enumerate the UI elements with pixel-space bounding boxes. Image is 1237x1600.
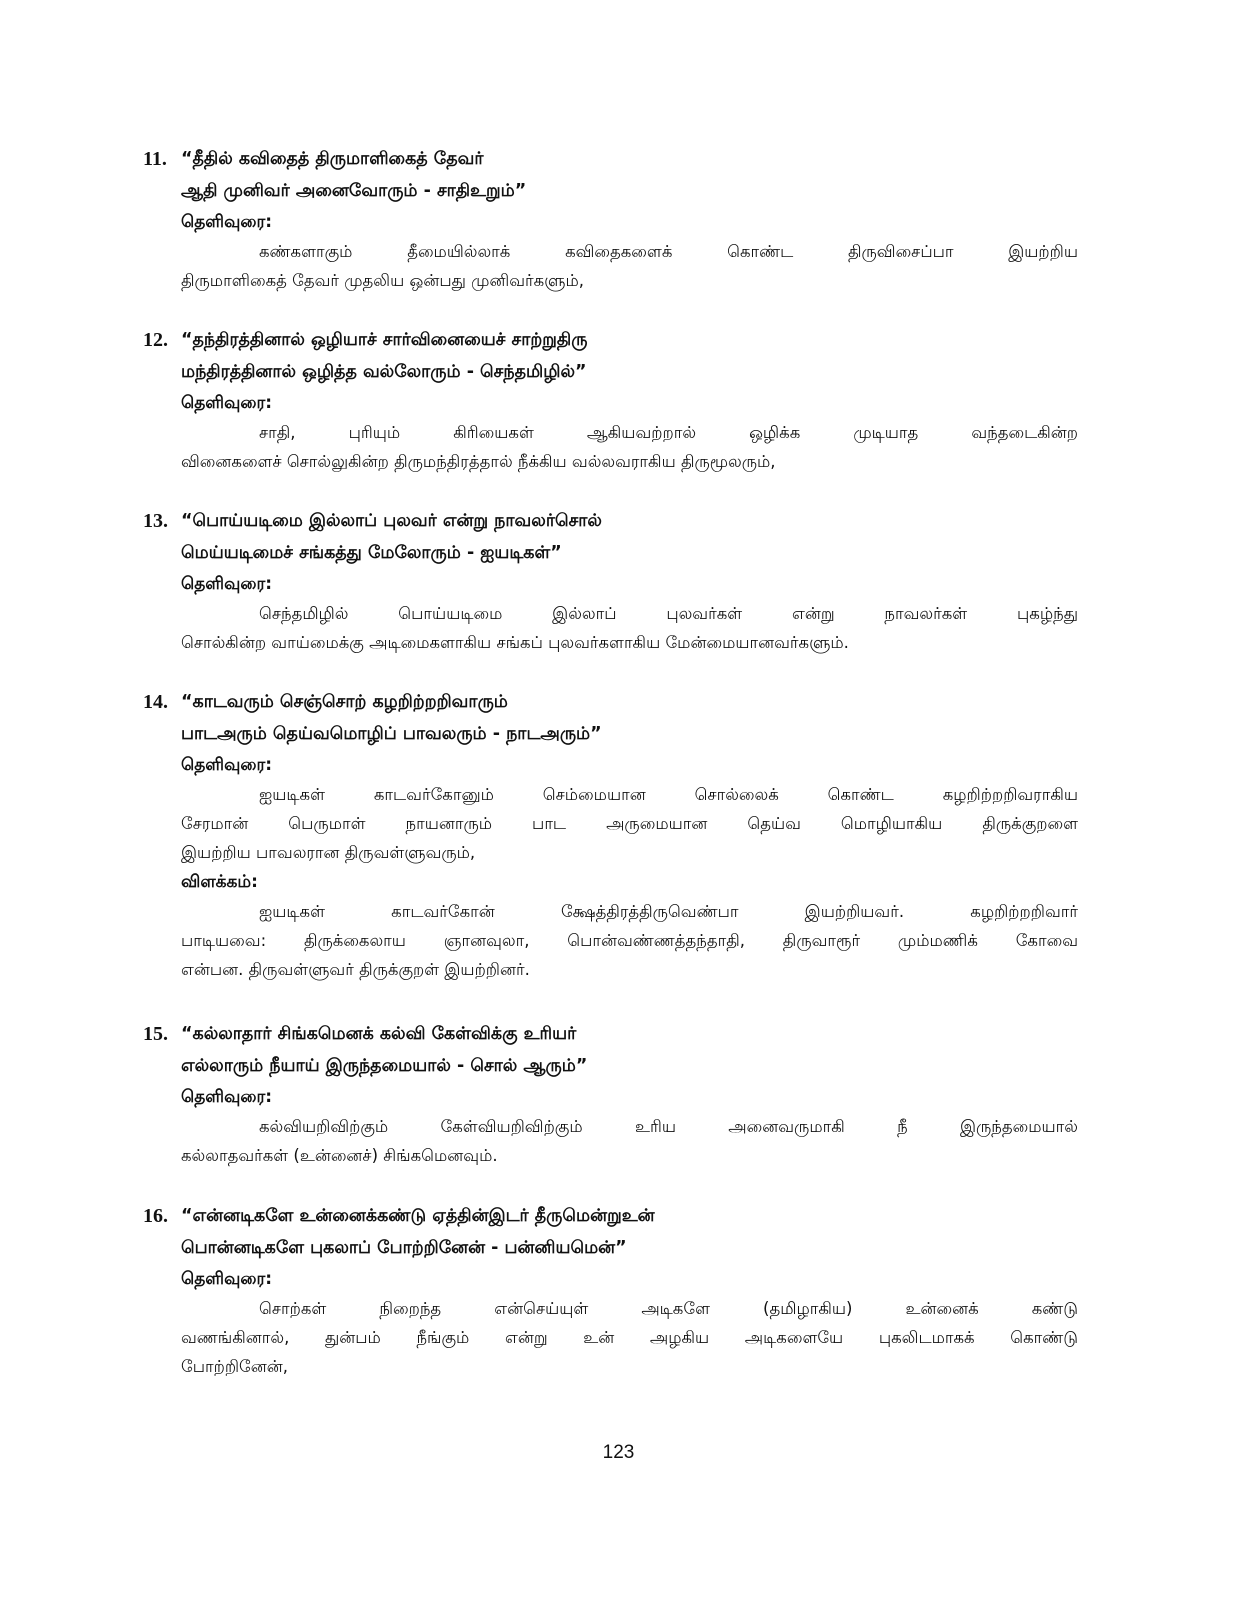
verse-line bbox=[143, 324, 1078, 356]
explanation-paragraph bbox=[181, 1112, 1078, 1170]
verse-text: பொன்னடிகளே புகலாப் போற்றினேன் - பன்னியமென்” bbox=[181, 1238, 627, 1258]
section-heading: தெளிவுரை: bbox=[181, 1087, 273, 1107]
section-heading: தெளிவுரை: bbox=[181, 574, 273, 594]
explanation-paragraph bbox=[181, 780, 1078, 867]
paragraph-line: செந்தமிழில் பொய்யடிமை இல்லாப் புலவர்கள் என்று நாவலர்கள் புகழ்ந்து bbox=[259, 604, 1078, 623]
explanation-paragraph bbox=[181, 599, 1078, 657]
verse-line bbox=[143, 537, 1078, 569]
verse-line bbox=[143, 175, 1078, 207]
verse-line bbox=[143, 1232, 1078, 1264]
paragraph-line: சொற்கள் நிறைந்த என்செய்யுள் அடிகளே (தமிழாகிய) உன்னைக் கண்டு bbox=[259, 1299, 1078, 1318]
verse-text: “காடவரும் செஞ்சொற் கழறிற்றறிவாரும் bbox=[181, 692, 508, 712]
item-number: 13. bbox=[143, 510, 168, 532]
verse-item-16 bbox=[143, 1200, 1078, 1381]
verse-line bbox=[143, 686, 1078, 718]
paragraph-line: போற்றினேன், bbox=[181, 1357, 289, 1376]
page-number: 123 bbox=[602, 1442, 635, 1463]
item-number: 14. bbox=[143, 691, 168, 713]
item-number: 15. bbox=[143, 1023, 168, 1045]
verse-line bbox=[143, 505, 1078, 537]
section-heading: விளக்கம்: bbox=[181, 872, 258, 892]
verse-item-15 bbox=[143, 1018, 1078, 1170]
verse-line bbox=[143, 1200, 1078, 1232]
item-number: 12. bbox=[143, 329, 168, 351]
verse-text: “தீதில் கவிதைத் திருமாளிகைத் தேவர் bbox=[181, 149, 484, 169]
paragraph-line: ஐயடிகள் காடவர்கோனும் செம்மையான சொல்லைக் கொண்ட கழறிற்றறிவராகிய bbox=[259, 785, 1078, 804]
paragraph-line: சாதி, புரியும் கிரியைகள் ஆகியவற்றால் ஒழிக்க முடியாத வந்தடைகின்ற bbox=[259, 423, 1078, 442]
verse-item-11 bbox=[143, 143, 1078, 295]
verse-item-12 bbox=[143, 324, 1078, 476]
paragraph-line: ஐயடிகள் காடவர்கோன் க்ஷேத்திரத்திருவெண்பா இயற்றியவர். கழறிற்றறிவார் bbox=[259, 902, 1078, 921]
paragraph-line: கல்லாதவர்கள் (உன்னைச்) சிங்கமெனவும். bbox=[181, 1146, 498, 1165]
verse-line bbox=[143, 143, 1078, 175]
verse-line bbox=[143, 356, 1078, 388]
verse-text: ஆதி முனிவர் அனைவோரும் - சாதிஉறும்” bbox=[181, 181, 527, 201]
paragraph-line: சொல்கின்ற வாய்மைக்கு அடிமைகளாகிய சங்கப் புலவர்களாகிய மேன்மையானவர்களும். bbox=[181, 633, 849, 652]
section-heading: தெளிவுரை: bbox=[181, 393, 273, 413]
paragraph-line: வணங்கினால், துன்பம் நீங்கும் என்று உன் அழகிய அடிகளையே புகலிடமாகக் கொண்டு bbox=[181, 1328, 1078, 1347]
paragraph-line: என்பன. திருவள்ளுவர் திருக்குறள் இயற்றினர். bbox=[181, 960, 530, 979]
verse-text: “என்னடிகளே உன்னைக்கண்டு ஏத்தின்இடர் தீருமென்றுஉன் bbox=[181, 1206, 655, 1226]
verse-item-13 bbox=[143, 505, 1078, 657]
section-heading: தெளிவுரை: bbox=[181, 212, 273, 232]
section-heading: தெளிவுரை: bbox=[181, 755, 273, 775]
paragraph-line: இயற்றிய பாவலரான திருவள்ளுவரும், bbox=[181, 843, 476, 862]
verse-text: மெய்யடிமைச் சங்கத்து மேலோரும் - ஐயடிகள்” bbox=[181, 543, 562, 563]
paragraph-line: பாடியவை: திருக்கைலாய ஞானவுலா, பொன்வண்ணத்தந்தாதி, திருவாரூர் மும்மணிக் கோவை bbox=[181, 931, 1078, 950]
verse-text: பாடஅரும் தெய்வமொழிப் பாவலரும் - நாடஅரும்” bbox=[181, 724, 602, 744]
paragraph-line: கண்களாகும் தீமையில்லாக் கவிதைகளைக் கொண்ட திருவிசைப்பா இயற்றிய bbox=[259, 242, 1078, 261]
commentary-paragraph bbox=[181, 897, 1078, 984]
verse-text: எல்லாரும் நீயாய் இருந்தமையால் - சொல் ஆரும்” bbox=[181, 1056, 588, 1076]
verse-item-14 bbox=[143, 686, 1078, 984]
explanation-paragraph bbox=[181, 1294, 1078, 1381]
paragraph-line: வினைகளைச் சொல்லுகின்ற திருமந்திரத்தால் நீக்கிய வல்லவராகிய திருமூலரும், bbox=[181, 452, 776, 471]
verse-line bbox=[143, 718, 1078, 750]
paragraph-line: சேரமான் பெருமாள் நாயனாரும் பாட அருமையான தெய்வ மொழியாகிய திருக்குறளை bbox=[181, 814, 1078, 833]
item-number: 16. bbox=[143, 1205, 168, 1227]
verse-text: “கல்லாதார் சிங்கமெனக் கல்வி கேள்விக்கு உரியர் bbox=[181, 1024, 577, 1044]
verse-text: “பொய்யடிமை இல்லாப் புலவர் என்று நாவலர்சொல் bbox=[181, 511, 602, 531]
paragraph-line: திருமாளிகைத் தேவர் முதலிய ஒன்பது முனிவர்களும், bbox=[181, 271, 584, 290]
item-number: 11. bbox=[143, 148, 167, 170]
verse-text: மந்திரத்தினால் ஒழித்த வல்லோரும் - செந்தமிழில்” bbox=[181, 362, 587, 382]
paragraph-line: கல்வியறிவிற்கும் கேள்வியறிவிற்கும் உரிய அனைவருமாகி நீ இருந்தமையால் bbox=[259, 1117, 1078, 1136]
explanation-paragraph bbox=[181, 418, 1078, 476]
verse-text: “தந்திரத்தினால் ஒழியாச் சார்வினையைச் சாற்றுதிரு bbox=[181, 330, 588, 350]
section-heading: தெளிவுரை: bbox=[181, 1269, 273, 1289]
explanation-paragraph bbox=[181, 237, 1078, 295]
verse-line bbox=[143, 1050, 1078, 1082]
verse-line bbox=[143, 1018, 1078, 1050]
